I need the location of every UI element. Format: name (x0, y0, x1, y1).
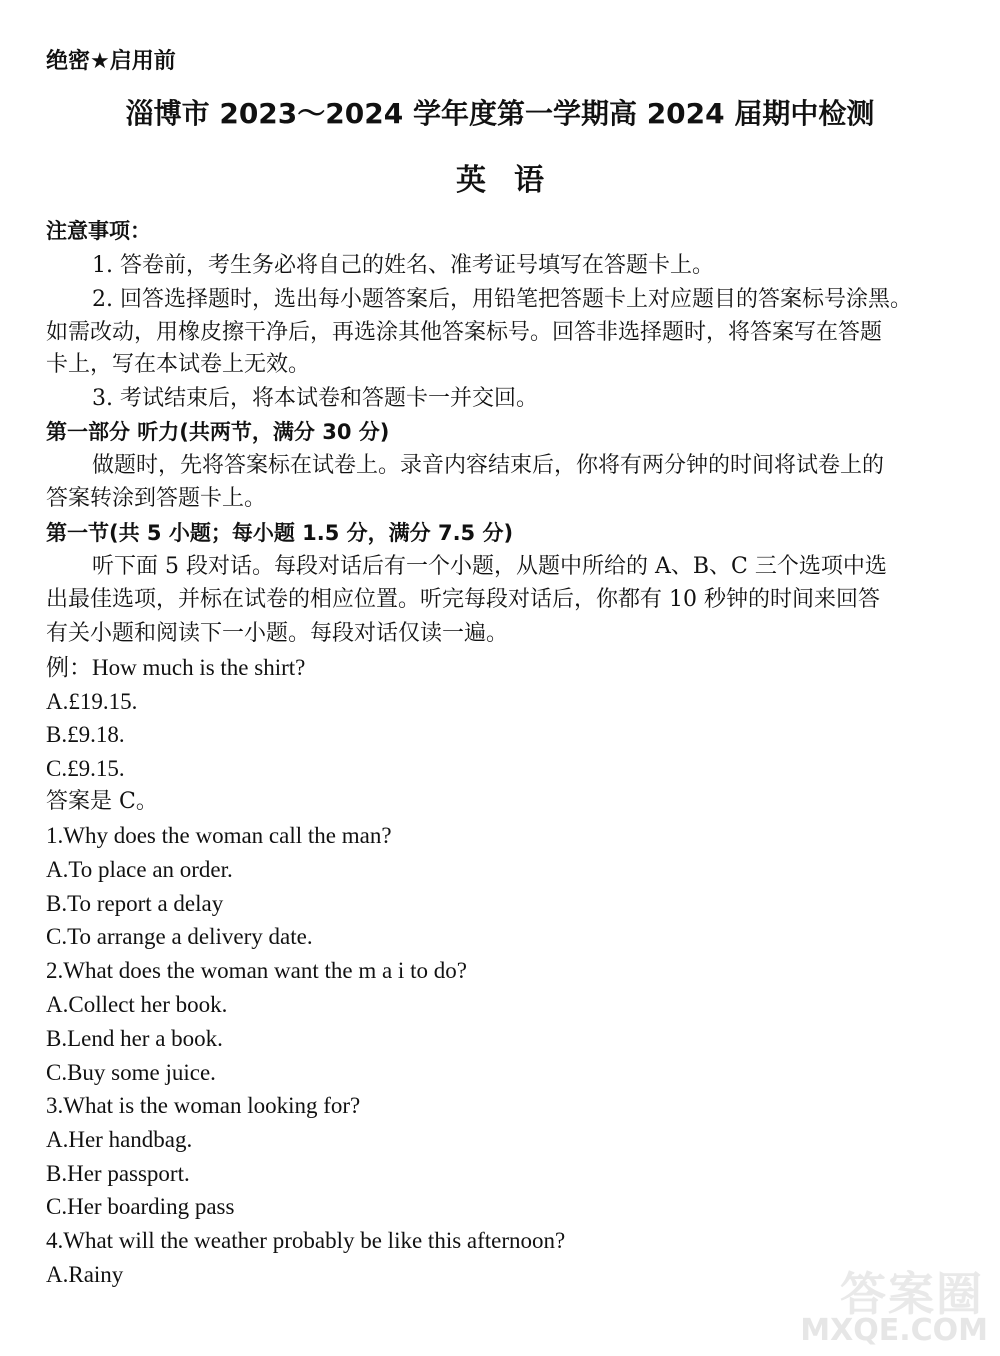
question-3: 3.What is the woman looking for? (46, 1093, 361, 1118)
question-2-option-b: B.Lend her a book. (46, 1026, 223, 1051)
notes-item-1: 1. 答卷前，考生务必将自己的姓名、准考证号填写在答题卡上。 (92, 253, 714, 278)
part1-intro-line-2: 答案转涂到答题卡上。 (46, 486, 267, 511)
example-option-b: B.£9.18. (46, 722, 125, 747)
question-3-option-c: C.Her boarding pass (46, 1194, 235, 1219)
question-2: 2.What does the woman want the m a i to do? (46, 958, 467, 983)
example-option-c: C.£9.15. (46, 756, 125, 781)
notes-item-2-line-1: 2. 回答选择题时，选出每小题答案后，用铅笔把答题卡上对应题目的答案标号涂黑。 (92, 287, 912, 312)
question-4-option-a: A.Rainy (46, 1262, 124, 1287)
section1-instructions-line-3: 有关小题和阅读下一小题。每段对话仅读一遍。 (46, 621, 509, 646)
question-4: 4.What will the weather probably be like this afternoon? (46, 1228, 566, 1253)
notes-item-2-line-2: 如需改动，用橡皮擦干净后，再选涂其他答案标号。回答非选择题时，将答案写在答题 (46, 320, 883, 345)
notes-item-2-line-3: 卡上，写在本试卷上无效。 (46, 352, 311, 377)
example-option-a: A.£19.15. (46, 689, 138, 714)
question-1-option-a: A.To place an order. (46, 857, 233, 882)
question-3-option-b: B.Her passport. (46, 1161, 190, 1186)
notes-item-3: 3. 考试结束后，将本试卷和答题卡一并交回。 (92, 386, 538, 411)
watermark-text-en: MXQE.COM (800, 1313, 988, 1348)
part1-heading: 第一部分 听力(共两节，满分 30 分) (46, 420, 390, 444)
section1-instructions-line-2: 出最佳选项，并标在试卷的相应位置。听完每段对话后，你都有 10 秒钟的时间来回答 (46, 587, 880, 612)
question-1-option-b: B.To report a delay (46, 891, 224, 916)
section1-instructions-line-1: 听下面 5 段对话。每段对话后有一个小题，从题中所给的 A、B、C 三个选项中选 (92, 554, 887, 579)
confidential-label: 绝密★启用前 (46, 49, 176, 74)
example-question: 例：How much is the shirt? (46, 655, 306, 680)
exam-title: 淄博市 2023～2024 学年度第一学期高 2024 届期中检测 (125, 97, 875, 130)
question-2-option-a: A.Collect her book. (46, 992, 228, 1017)
section1-heading: 第一节(共 5 小题；每小题 1.5 分，满分 7.5 分) (46, 521, 514, 545)
example-answer: 答案是 C。 (46, 789, 158, 814)
question-1-option-c: C.To arrange a delivery date. (46, 924, 313, 949)
question-3-option-a: A.Her handbag. (46, 1127, 193, 1152)
notes-heading: 注意事项： (46, 219, 151, 243)
part1-intro-line-1: 做题时，先将答案标在试卷上。录音内容结束后，你将有两分钟的时间将试卷上的 (92, 453, 885, 478)
subject-title: 英语 (456, 163, 572, 198)
watermark-logo (784, 1258, 994, 1348)
question-1: 1.Why does the woman call the man? (46, 823, 392, 848)
watermark-text-cn: 答案圈 (840, 1267, 984, 1321)
question-2-option-c: C.Buy some juice. (46, 1060, 216, 1085)
